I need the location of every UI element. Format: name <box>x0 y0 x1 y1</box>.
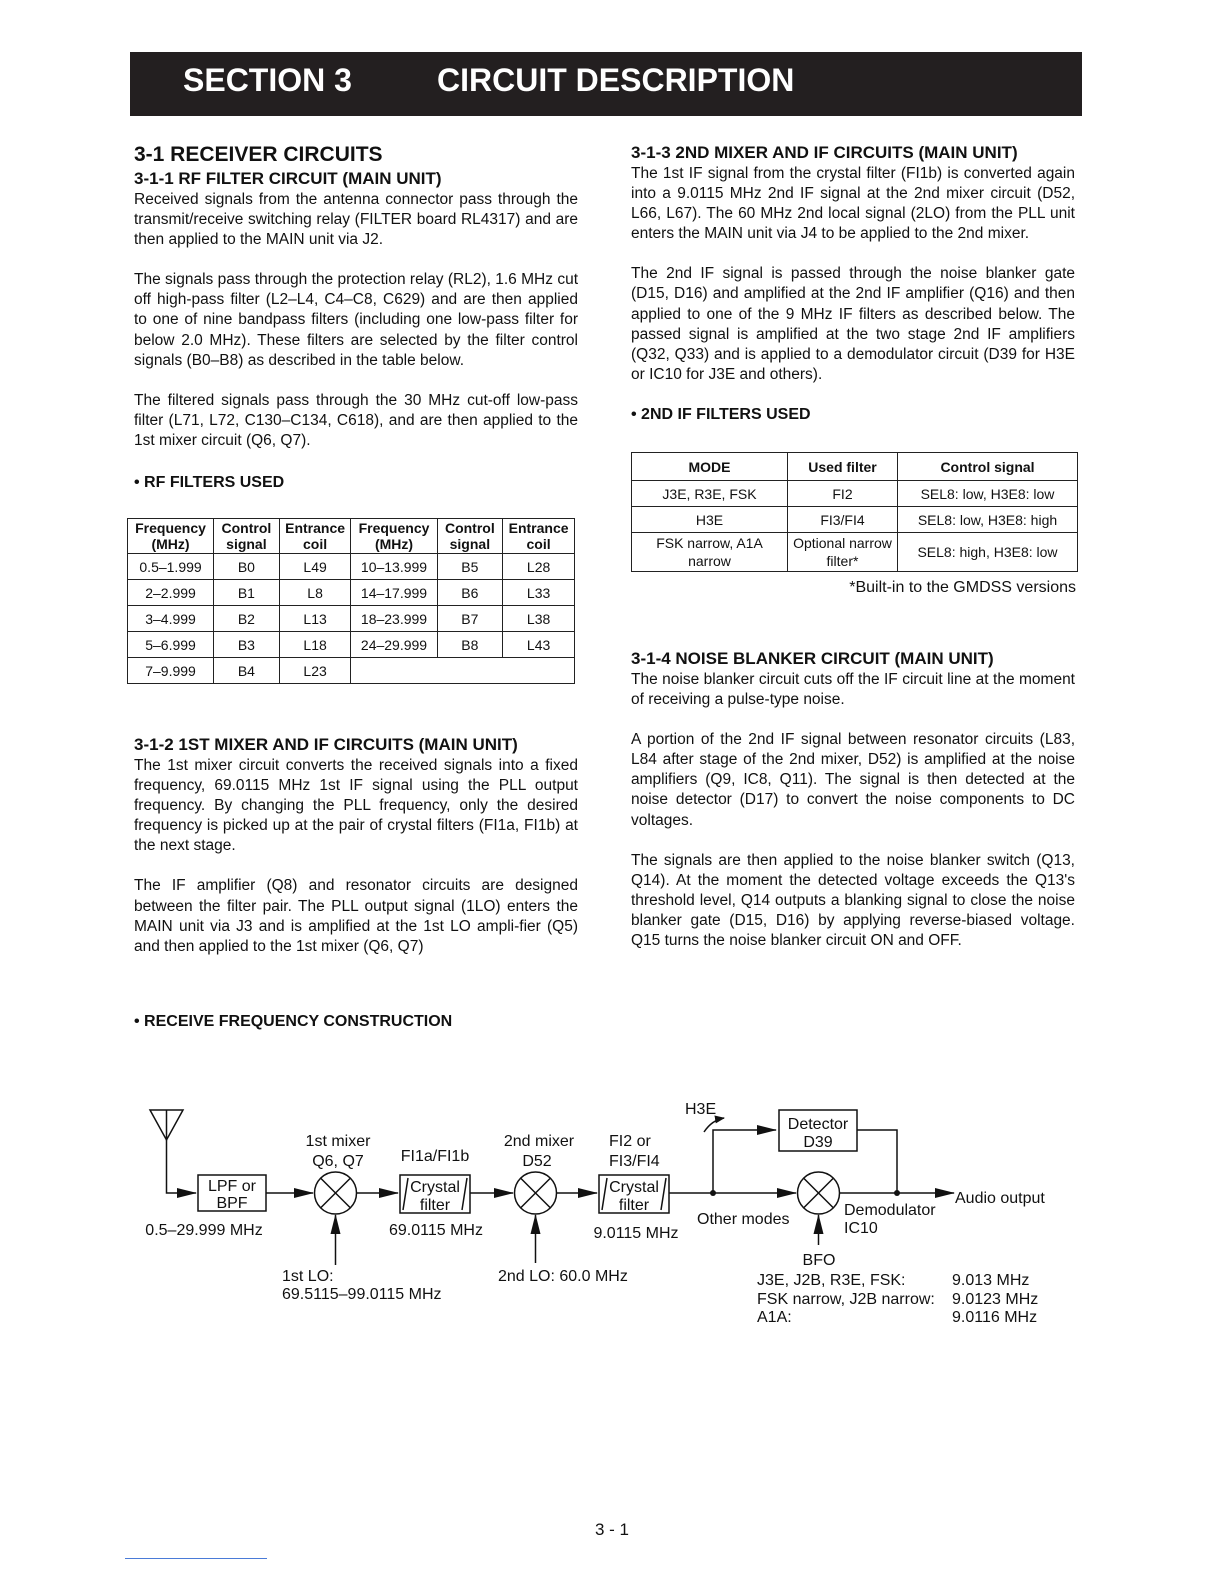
second-mixer-paragraph-1: The 1st IF signal from the crystal filter (FI1b) is converted again into a 9.0115 MHz 2nd IF signal at the 2nd mixer circuit (D52, L66, L67). The 60 MHz 2nd local signal (2LO) from the PLL unit enters the MAIN unit via J4 to be applied to the 2nd mixer. <box>631 165 1075 243</box>
table-cell: H3E <box>632 507 788 533</box>
if-col-header: Used filter <box>788 453 898 481</box>
first-mixer-paragraph-2: The IF amplifier (Q8) and resonator circuits are designed between the filter pair. The PLL output signal (1LO) enters the MAIN unit via J3 and is amplified at the 1st LO ampli-fier (Q5) and then applied to the 1st mixer (Q6, Q7) <box>134 877 578 955</box>
rf-paragraph-1: Received signals from the antenna connector pass through the transmit/receive switching relay (FILTER board RL4317) and are then applied to the MAIN unit via J2. <box>134 191 578 249</box>
gmdss-footnote: *Built-in to the GMDSS versions <box>849 579 1076 596</box>
bfo-mode-label: J3E, J2B, R3E, FSK: <box>757 1272 906 1289</box>
table-cell: 5–6.999 <box>128 632 214 658</box>
table-cell: L8 <box>279 580 351 606</box>
noise-paragraph-3: The signals are then applied to the noise blanker switch (Q13, Q14). At the moment the detected voltage exceeds the Q13's threshold level, Q14 outputs a blanking signal to close the noise blanker gate (D15, D16) by applying reverse-biased voltage. Q15 turns the noise blanker circuit ON and OFF. <box>631 851 1075 950</box>
detector-output-line <box>857 1130 897 1193</box>
crystal-filter-1-label: filter <box>419 1197 451 1214</box>
second-mixer-heading: 3-1-3 2ND MIXER AND IF CIRCUITS (MAIN UNIT) <box>631 143 1018 162</box>
first-lo-range-label: 69.5115–99.0115 MHz <box>282 1286 442 1303</box>
demodulator-part-label: IC10 <box>844 1220 878 1237</box>
detector-part-label: D39 <box>803 1134 833 1151</box>
table-cell: 0.5–1.999 <box>128 554 214 580</box>
first-mixer-parts-label: Q6, Q7 <box>312 1153 364 1170</box>
table-cell: L33 <box>503 580 575 606</box>
junction-dot <box>894 1190 900 1196</box>
table-cell: SEL8: high, H3E8: low <box>898 533 1078 572</box>
rf-col-header: Control signal <box>214 519 280 554</box>
table-cell: B6 <box>437 580 503 606</box>
audio-output-label: Audio output <box>955 1190 1045 1207</box>
first-mixer-label: 1st mixer <box>305 1133 371 1150</box>
bpf-label: BPF <box>216 1195 248 1212</box>
if-table-title: • 2ND IF FILTERS USED <box>631 405 811 423</box>
rf-filter-heading: 3-1-1 RF FILTER CIRCUIT (MAIN UNIT) <box>134 169 442 188</box>
footer-rule <box>125 1558 267 1559</box>
second-mixer-paragraph-2: The 2nd IF signal is passed through the noise blanker gate (D15, D16) and amplified at the 2nd IF amplifier (Q16) and then applied to one of the 9 MHz IF filters as described below. The passed signal is amplified at the two stage 2nd IF amplifiers (Q32, Q33) and is applied to a demodulator circuit (D39 for H3E or IC10 for J3E and others). <box>631 265 1075 383</box>
table-cell: L28 <box>503 554 575 580</box>
demodulator-label: Demodulator <box>844 1202 936 1219</box>
table-cell: L43 <box>503 632 575 658</box>
first-if-frequency-label: 69.0115 MHz <box>389 1222 483 1239</box>
table-cell: SEL8: low, H3E8: low <box>898 481 1078 507</box>
table-cell: L38 <box>503 606 575 632</box>
table-cell: FI2 <box>788 481 898 507</box>
table-cell: Optional narrow filter* <box>788 533 898 572</box>
input-frequency-label: 0.5–29.999 MHz <box>145 1222 263 1239</box>
second-if-frequency-label: 9.0115 MHz <box>593 1225 679 1242</box>
table-cell: 24–29.999 <box>351 632 437 658</box>
junction-dot <box>710 1190 716 1196</box>
fi1-label: FI1a/FI1b <box>400 1148 470 1165</box>
rf-paragraph-3: The filtered signals pass through the 30 MHz cut-off low-pass filter (L71, L72, C130–C134, C618), and are then applied to the 1st mixer circuit (Q6, Q7). <box>134 391 578 449</box>
table-cell: L49 <box>279 554 351 580</box>
section-number: SECTION 3 <box>183 62 352 98</box>
diagram-title: • RECEIVE FREQUENCY CONSTRUCTION <box>134 1013 453 1030</box>
table-cell: 2–2.999 <box>128 580 214 606</box>
table-cell: 10–13.999 <box>351 554 437 580</box>
table-cell: FI3/FI4 <box>788 507 898 533</box>
if-col-header: Control signal <box>898 453 1078 481</box>
table-cell: 14–17.999 <box>351 580 437 606</box>
table-cell: 18–23.999 <box>351 606 437 632</box>
table-cell: L18 <box>279 632 351 658</box>
table-cell: L23 <box>279 658 351 684</box>
first-lo-label: 1st LO: <box>282 1268 334 1285</box>
table-cell: B1 <box>214 580 280 606</box>
noise-paragraph-2: A portion of the 2nd IF signal between resonator circuits (L83, L84 after stage of the 2nd mixer, D52) is amplified at the noise amplifiers (Q9, IC8, Q11). The signal is then detected at the noise detector (D17) to convert the noise components to DC voltages. <box>631 731 1075 829</box>
rf-col-header: Entrance coil <box>503 519 575 554</box>
noise-paragraph-1: The noise blanker circuit cuts off the IF circuit line at the moment of receiving a pulse-type noise. <box>631 671 1075 709</box>
fi3-fi4-label: FI3/FI4 <box>609 1153 660 1170</box>
table-cell: B0 <box>214 554 280 580</box>
other-modes-label: Other modes <box>697 1211 790 1228</box>
detector-label: Detector <box>787 1116 849 1133</box>
rf-col-header: Control signal <box>437 519 503 554</box>
lpf-label: LPF or <box>207 1178 257 1195</box>
rf-col-header: Frequency (MHz) <box>128 519 214 554</box>
bfo-mode-label: FSK narrow, J2B narrow: <box>757 1291 935 1308</box>
table-cell: 3–4.999 <box>128 606 214 632</box>
rf-col-header: Frequency (MHz) <box>351 519 437 554</box>
bfo-frequency-label: 9.013 MHz <box>952 1272 1030 1289</box>
table-cell: B8 <box>437 632 503 658</box>
table-cell: L13 <box>279 606 351 632</box>
crystal-filter-2-label: filter <box>618 1197 650 1214</box>
table-cell: B7 <box>437 606 503 632</box>
fi2-label: FI2 or <box>609 1133 651 1150</box>
first-mixer-heading: 3-1-2 1ST MIXER AND IF CIRCUITS (MAIN UNIT) <box>134 735 518 754</box>
crystal-filter-2-label: Crystal <box>609 1179 659 1196</box>
table-cell: SEL8: low, H3E8: high <box>898 507 1078 533</box>
table-cell: B5 <box>437 554 503 580</box>
table-cell: J3E, R3E, FSK <box>632 481 788 507</box>
table-cell: B3 <box>214 632 280 658</box>
table-cell: B2 <box>214 606 280 632</box>
crystal-filter-1-label: Crystal <box>410 1179 460 1196</box>
antenna-icon <box>150 1110 183 1140</box>
h3e-branch-line <box>713 1130 776 1193</box>
table-cell: FSK narrow, A1A narrow <box>632 533 788 572</box>
receiver-circuits-heading: 3-1 RECEIVER CIRCUITS <box>134 143 383 166</box>
bfo-mode-label: A1A: <box>757 1309 792 1326</box>
rf-col-header: Entrance coil <box>279 519 351 554</box>
page-number: 3 - 1 <box>594 1520 630 1539</box>
first-mixer-paragraph-1: The 1st mixer circuit converts the received signals into a fixed frequency, 69.0115 MHz 1st IF signal using the PLL output frequency. By changing the PLL frequency, only the desired frequency is picked up at the pair of crystal filters (FI1a, FI1b) at the next stage. <box>134 757 578 855</box>
table-cell: 7–9.999 <box>128 658 214 684</box>
bfo-label: BFO <box>802 1252 836 1269</box>
second-lo-label: 2nd LO: 60.0 MHz <box>498 1268 628 1285</box>
rf-paragraph-2: The signals pass through the protection relay (RL2), 1.6 MHz cut off high-pass filter (L2–L4, C4–C8, C629) and are then applied to one of nine bandpass filters (including one low-pass filter for below 2.0 MHz). These filters are selected by the filter control signals (B0–B8) as described in the table below. <box>134 271 578 369</box>
table-cell: B4 <box>214 658 280 684</box>
section-title: CIRCUIT DESCRIPTION <box>437 62 795 98</box>
if-col-header: MODE <box>632 453 788 481</box>
rf-table-title: • RF FILTERS USED <box>134 474 285 492</box>
noise-blanker-heading: 3-1-4 NOISE BLANKER CIRCUIT (MAIN UNIT) <box>631 649 994 668</box>
second-mixer-label: 2nd mixer <box>503 1133 575 1150</box>
signal-line <box>167 1140 197 1193</box>
bfo-frequency-label: 9.0123 MHz <box>952 1291 1039 1308</box>
second-mixer-part-label: D52 <box>522 1153 552 1170</box>
bfo-frequency-label: 9.0116 MHz <box>952 1309 1038 1326</box>
h3e-label: H3E <box>685 1101 717 1118</box>
